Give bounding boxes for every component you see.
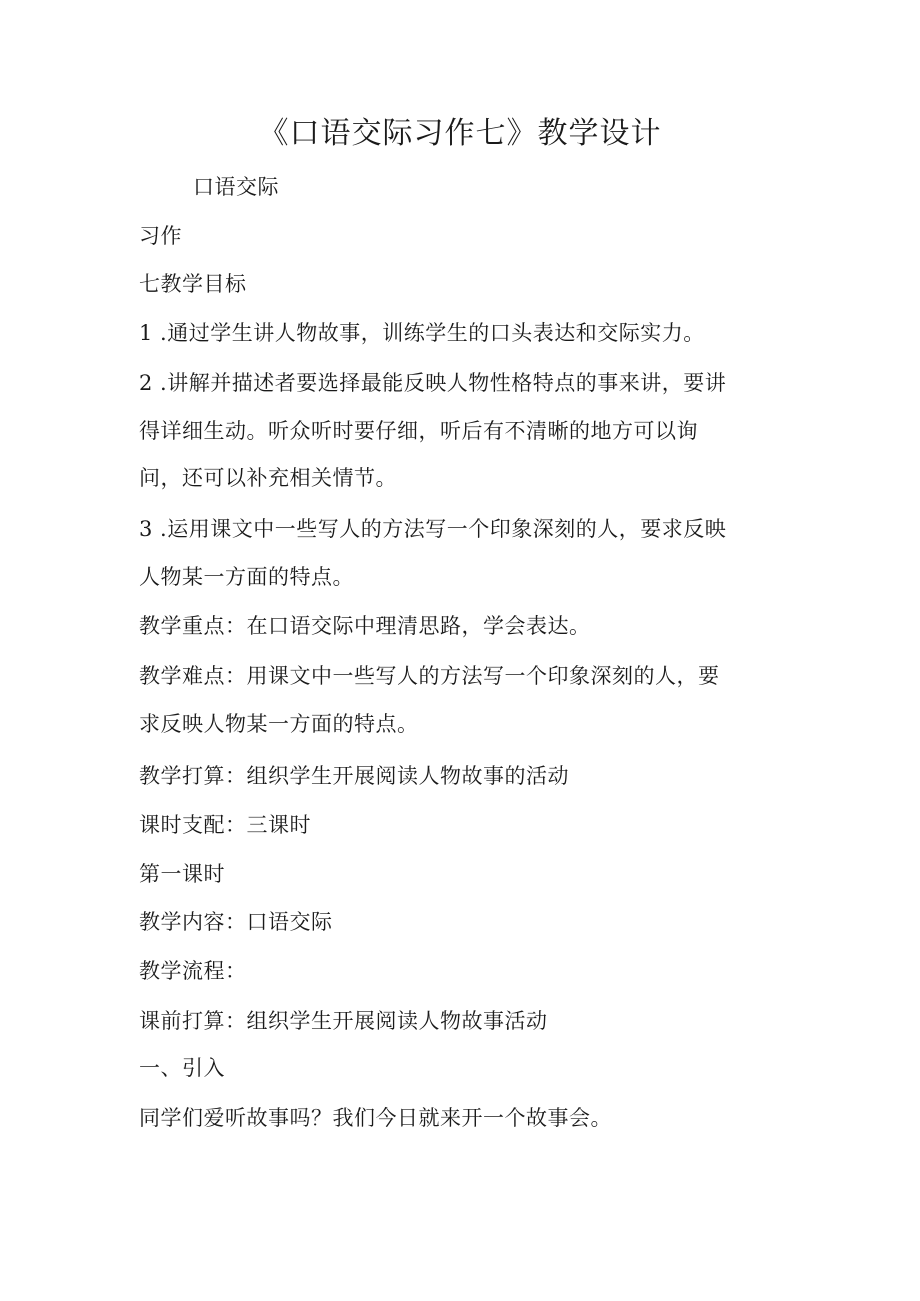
paragraph-line: 七教学目标 — [139, 272, 247, 296]
paragraph-line: 教学打算：组织学生开展阅读人物故事的活动 — [139, 764, 569, 788]
paragraph-line: 教学流程： — [139, 959, 247, 983]
paragraph-line: 教学难点：用课文中一些写人的方法写一个印象深刻的人，要 — [139, 664, 720, 688]
paragraph-line: 2 .讲解并描述者要选择最能反映人物性格特点的事来讲，要讲 — [139, 371, 727, 395]
paragraph-line: 第一课时 — [139, 862, 225, 886]
paragraph-line: 问，还可以补充相关情节。 — [139, 466, 397, 490]
paragraph-line: 习作 — [139, 224, 182, 248]
paragraph-line: 教学重点：在口语交际中理清思路，学会表达。 — [139, 614, 591, 638]
paragraph-line: 得详细生动。听众听时要仔细，听后有不清晰的地方可以询 — [139, 419, 698, 443]
paragraph-line: 课前打算：组织学生开展阅读人物故事活动 — [139, 1009, 548, 1033]
paragraph-line: 同学们爱听故事吗？我们今日就来开一个故事会。 — [139, 1106, 612, 1130]
paragraph-line: 教学内容：口语交际 — [139, 910, 333, 934]
document-title: 《口语交际习作七》教学设计 — [258, 116, 662, 151]
paragraph-line: 求反映人物某一方面的特点。 — [139, 712, 419, 736]
paragraph-line: 一、引入 — [139, 1056, 225, 1080]
paragraph-line: 3 .运用课文中一些写人的方法写一个印象深刻的人，要求反映 — [139, 517, 727, 541]
paragraph-line: 1 .通过学生讲人物故事，训练学生的口头表达和交际实力。 — [139, 321, 705, 345]
paragraph-line: 口语交际 — [193, 175, 279, 199]
paragraph-line: 课时支配：三课时 — [139, 813, 311, 837]
paragraph-line: 人物某一方面的特点。 — [139, 565, 354, 589]
